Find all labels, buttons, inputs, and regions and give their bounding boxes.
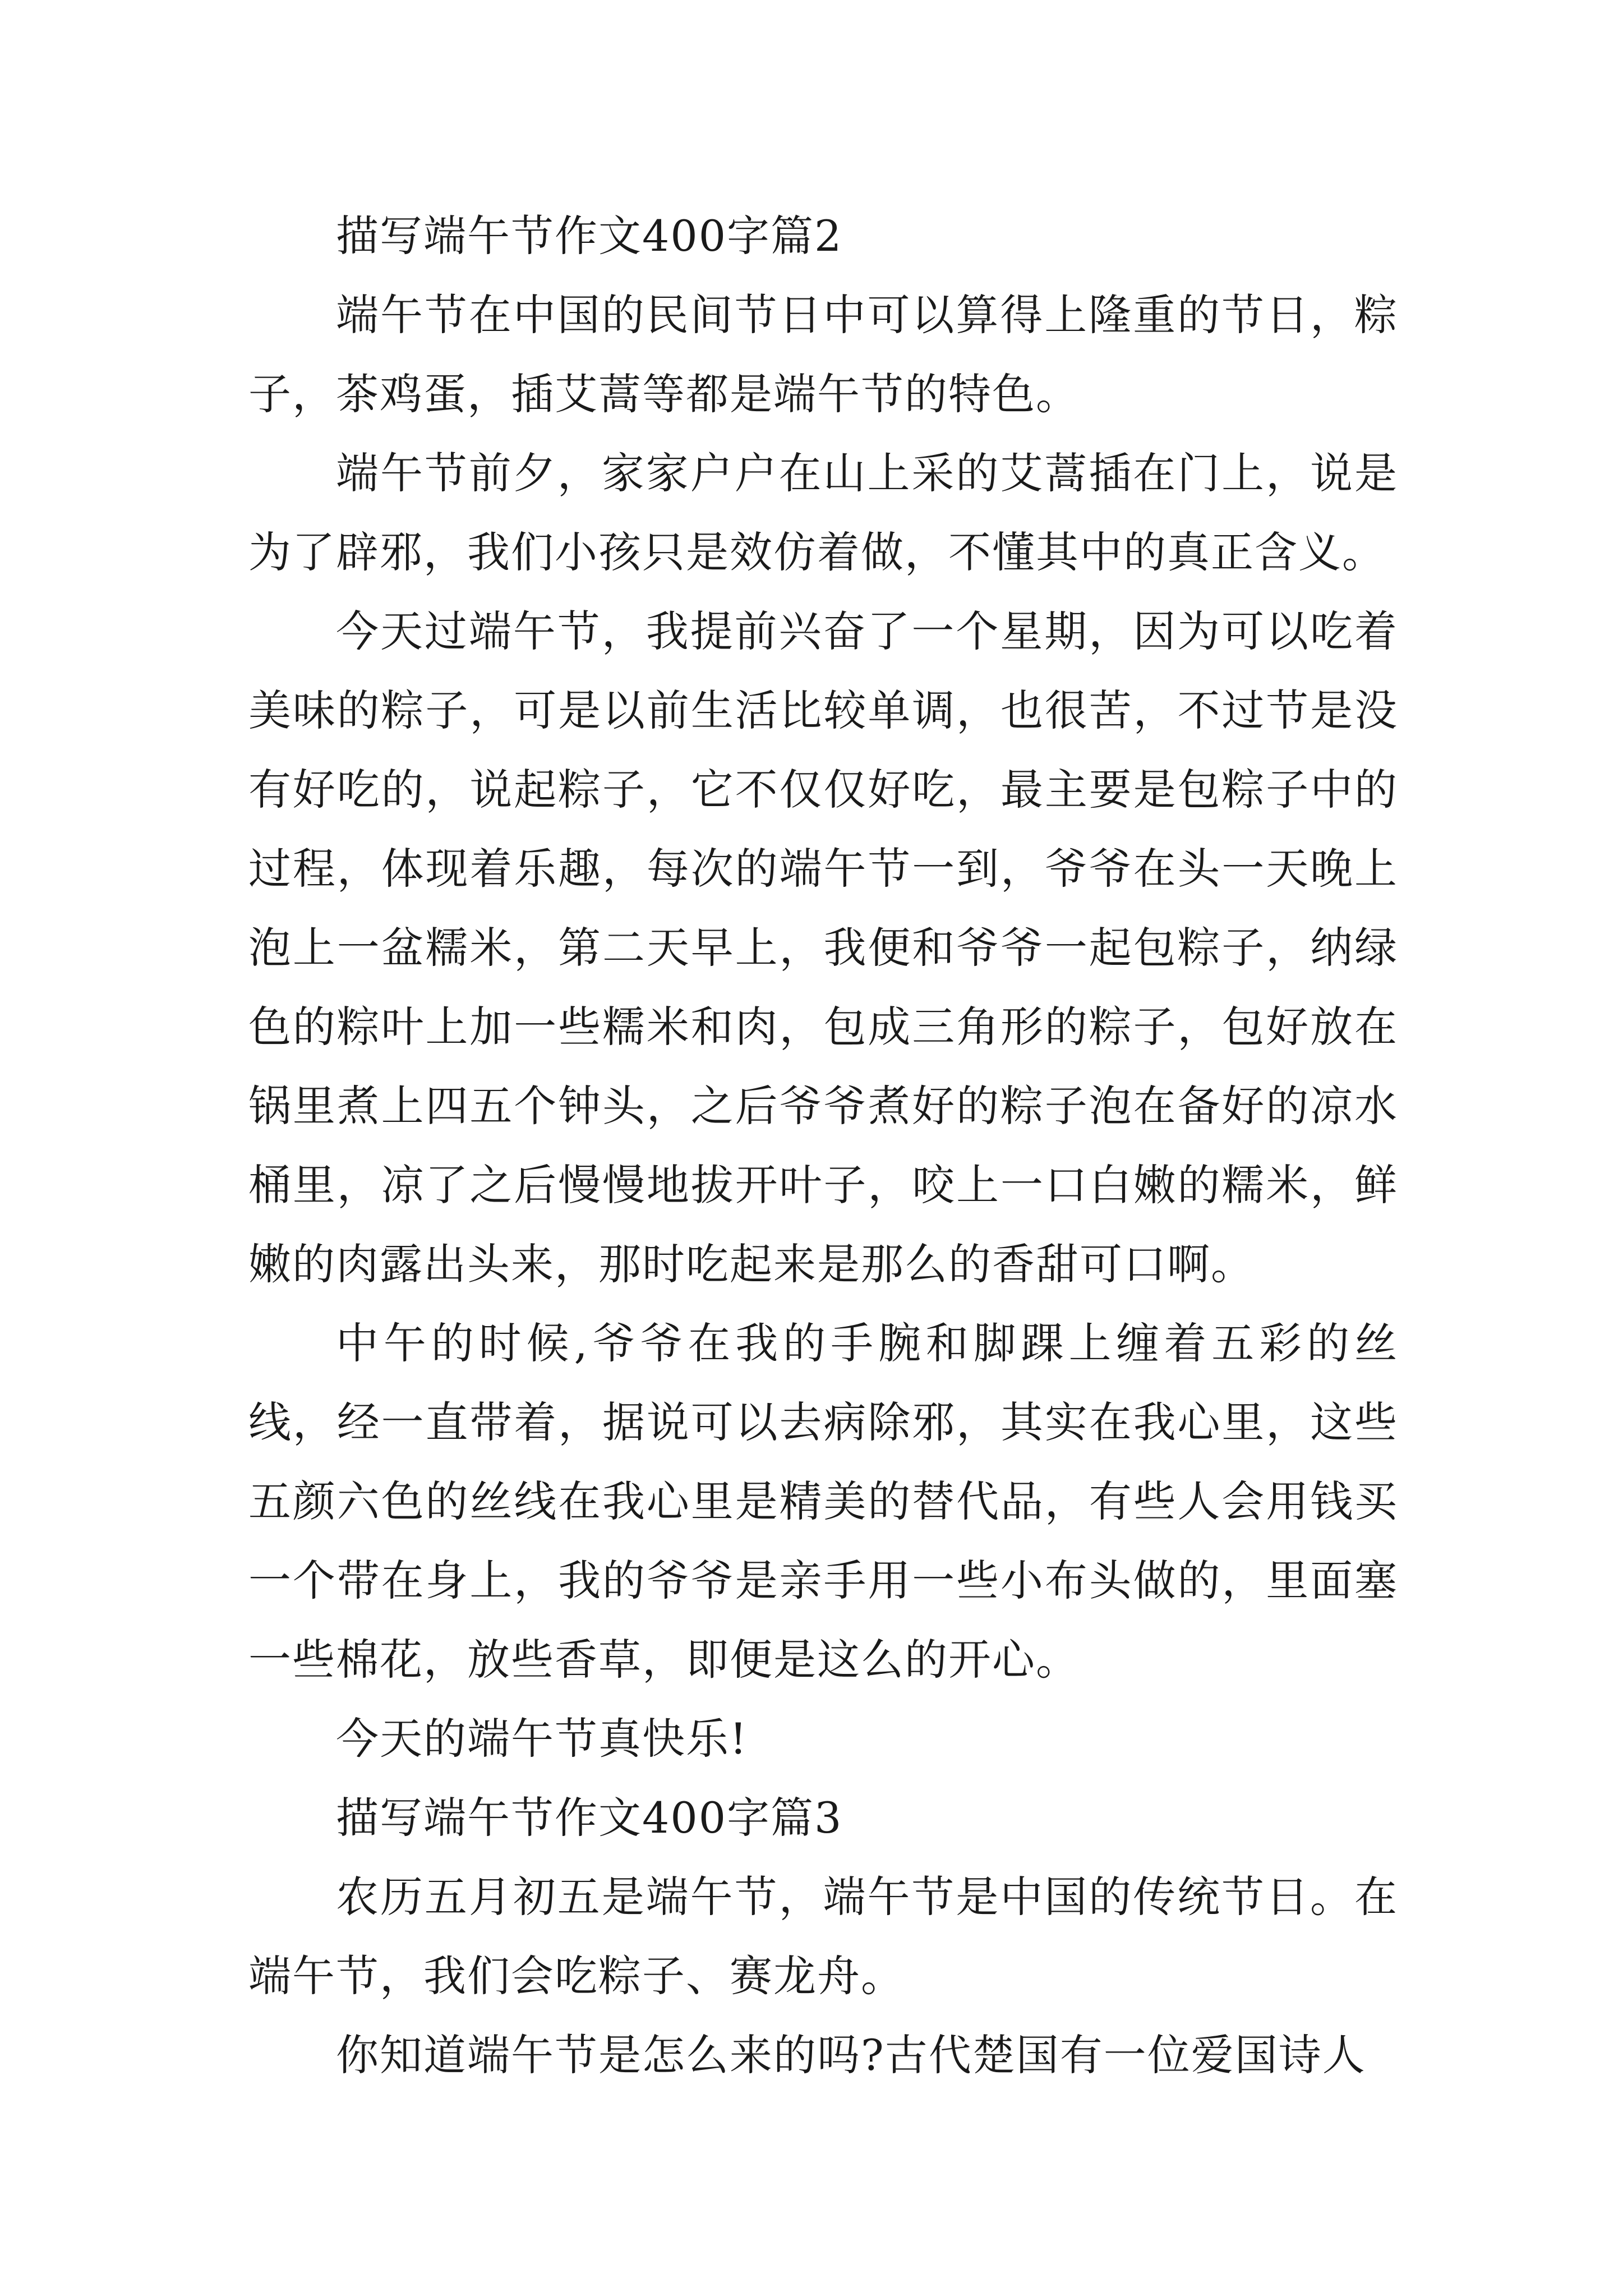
document-body	[248, 196, 1398, 2095]
essay-heading-3: 描写端午节作文400字篇3	[336, 1793, 843, 1843]
paragraph: 今天过端午节，我提前兴奋了一个星期，因为可以吃着美味的粽子，可是以前生活比较单调，也很苦，不过节是没有好吃的，说起粽子，它不仅仅好吃，最主要是包粽子中的过程，体现着乐趣，每次的端午节一到，爷爷在头一天晚上泡上一盆糯米，第二天早上，我便和爷爷一起包粽子，纳绿色的粽叶上加一些糯米和肉，包成三角形的粽子，包好放在锅里煮上四五个钟头，之后爷爷煮好的粽子泡在备好的凉水桶里，凉了之后慢慢地拔开叶子，咬上一口白嫩的糯米，鲜嫩的肉露出头来，那时吃起来是那么的香甜可口啊。	[248, 606, 1398, 1289]
essay-heading-2: 描写端午节作文400字篇2	[336, 211, 843, 261]
paragraph: 你知道端午节是怎么来的吗?古代楚国有一位爱国诗人	[336, 2030, 1366, 2080]
paragraph: 端午节在中国的民间节日中可以算得上隆重的节日，粽子，茶鸡蛋，插艾蒿等都是端午节的特色。	[248, 290, 1398, 419]
paragraph: 中午的时候,爷爷在我的手腕和脚踝上缠着五彩的丝线，经一直带着，据说可以去病除邪，其实在我心里，这些五颜六色的丝线在我心里是精美的替代品，有些人会用钱买一个带在身上，我的爷爷是亲手用一些小布头做的，里面塞一些棉花，放些香草，即便是这么的开心。	[248, 1318, 1398, 1685]
paragraph: 今天的端午节真快乐!	[336, 1714, 748, 1764]
paragraph: 农历五月初五是端午节，端午节是中国的传统节日。在端午节，我们会吃粽子、赛龙舟。	[248, 1872, 1398, 2001]
paragraph: 端午节前夕，家家户户在山上采的艾蒿插在门上，说是为了辟邪，我们小孩只是效仿着做，不懂其中的真正含义。	[248, 448, 1398, 577]
